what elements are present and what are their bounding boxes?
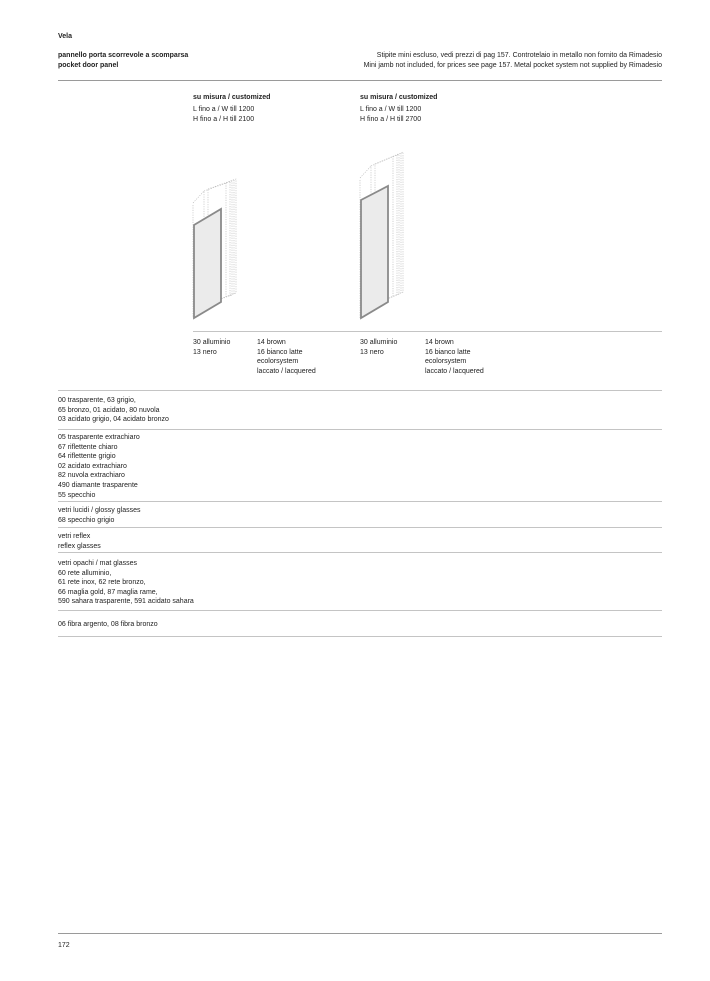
door-panel-2100-illustration (190, 175, 240, 325)
table-divider (58, 429, 662, 430)
glass-group-2 (58, 433, 140, 500)
color-item: 13 nero (193, 348, 217, 356)
glass-item: 03 acidato grigio, 04 acidato bronzo (58, 416, 169, 424)
column-1-frame-colors (193, 338, 230, 357)
color-item: 16 bianco latte (425, 348, 471, 356)
column-1-height: H fino a / H till 2100 (193, 116, 255, 123)
color-item: 14 brown (257, 339, 286, 346)
glass-item: vetri reflex (58, 533, 91, 540)
table-divider (58, 390, 662, 391)
column-2-frame-colors (360, 338, 397, 357)
glass-item: 68 specchio grigio (58, 516, 115, 524)
footer-divider (58, 933, 662, 934)
glass-item: 61 rete inox, 62 rete bronzo, (58, 579, 146, 587)
table-divider (58, 610, 662, 611)
table-divider (58, 636, 662, 637)
glass-group-3 (58, 506, 140, 525)
glass-item: 06 fibra argento, 08 fibra bronzo (58, 621, 158, 628)
glass-item: 66 maglia gold, 87 maglia rame, (58, 588, 158, 596)
header-divider (58, 80, 662, 81)
color-item: 30 alluminio (360, 339, 398, 346)
glass-item: 60 rete alluminio, (58, 569, 112, 577)
glass-item: 02 acidato extrachiaro (58, 462, 127, 470)
color-item: 14 brown (425, 339, 454, 346)
color-item: laccato / lacquered (425, 367, 484, 375)
glass-item: 05 trasparente extrachiaro (58, 434, 140, 441)
page-title: Vela (58, 33, 73, 40)
column-2-lacquer-colors (425, 338, 484, 376)
glass-item: vetri lucidi / glossy glasses (58, 507, 141, 514)
column-2-height: H fino a / H till 2700 (360, 116, 422, 123)
glass-item: 55 specchio (58, 491, 96, 499)
column-1-lacquer-colors (257, 338, 316, 376)
table-divider (58, 552, 662, 553)
door-panel-2700-illustration (357, 150, 407, 325)
table-divider (58, 501, 662, 502)
color-item: 30 alluminio (193, 339, 231, 346)
column-2-heading: su misura / customized (360, 94, 438, 101)
glass-item: reflex glasses (58, 542, 101, 550)
note-english: Mini jamb not included, for prices see page 157. Metal pocket system not supplied by Rimadesio (363, 62, 662, 69)
subtitle-english: pocket door panel (58, 62, 119, 69)
color-item: ecolorsystem (425, 358, 467, 366)
note-italian: Stipite mini escluso, vedi prezzi di pag 157. Controtelaio in metallo non fornito da Rimadesio (376, 52, 662, 59)
glass-item: vetri opachi / mat glasses (58, 560, 137, 567)
glass-item: 65 bronzo, 01 acidato, 80 nuvola (58, 406, 160, 414)
glass-group-1 (58, 396, 169, 425)
finishes-divider (193, 331, 662, 332)
glass-group-6 (58, 620, 158, 630)
color-item: 16 bianco latte (257, 348, 303, 356)
glass-item: 82 nuvola extrachiaro (58, 472, 125, 480)
table-divider (58, 527, 662, 528)
glass-item: 67 riflettente chiaro (58, 443, 118, 451)
glass-item: 490 diamante trasparente (58, 481, 138, 489)
glass-group-5 (58, 559, 194, 607)
glass-item: 00 trasparente, 63 grigio, (58, 397, 136, 404)
color-item: 13 nero (360, 348, 384, 356)
glass-item: 64 riflettente grigio (58, 453, 116, 461)
glass-item: 590 sahara trasparente, 591 acidato sahara (58, 598, 194, 606)
color-item: ecolorsystem (257, 358, 299, 366)
glass-group-4 (58, 532, 101, 551)
subtitle-italian: pannello porta scorrevole a scomparsa (58, 52, 189, 59)
page-number: 172 (58, 942, 70, 949)
column-1-width: L fino a / W till 1200 (193, 106, 255, 113)
column-2-width: L fino a / W till 1200 (360, 106, 422, 113)
column-1-heading: su misura / customized (193, 94, 271, 101)
color-item: laccato / lacquered (257, 367, 316, 375)
